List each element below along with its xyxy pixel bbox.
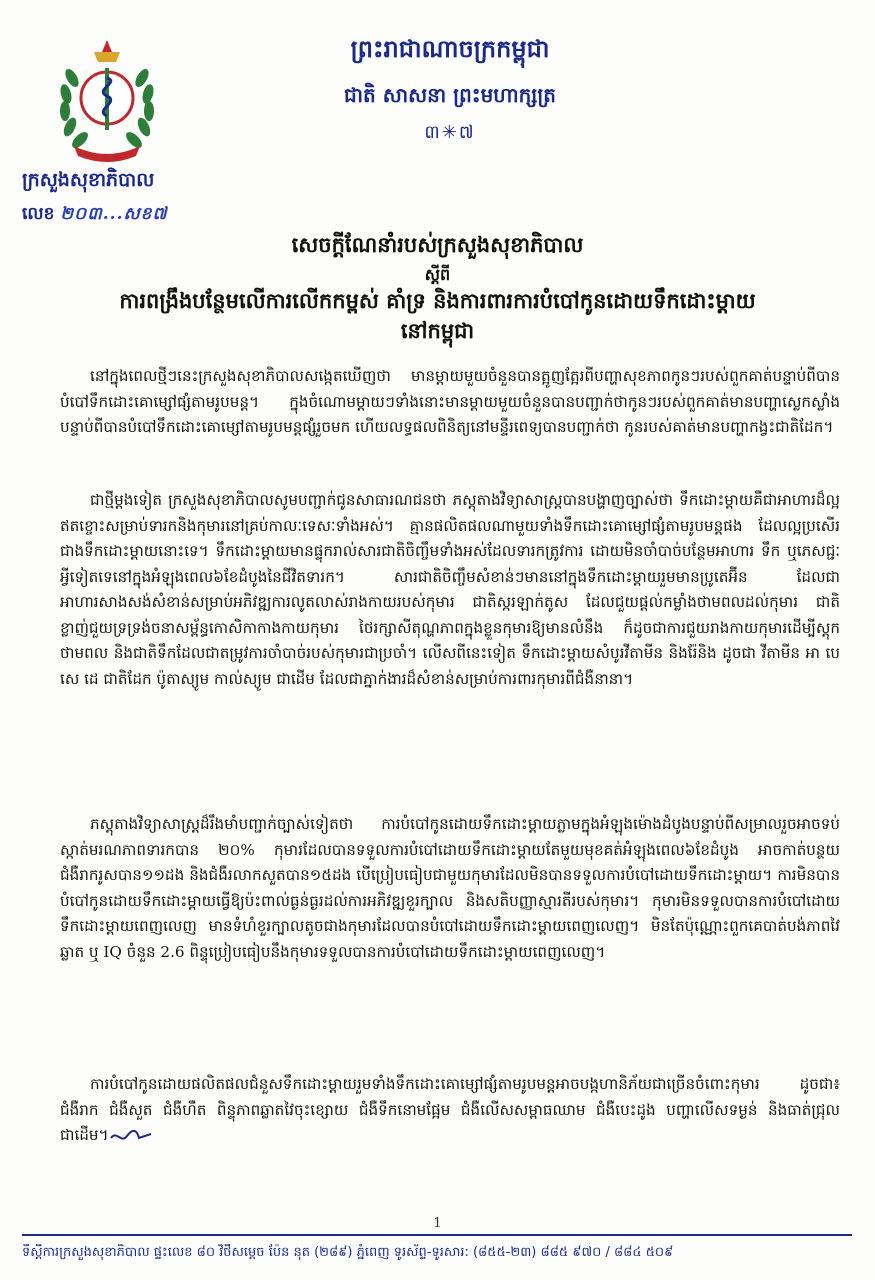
document-title-regarding: ស្តីពី [424, 265, 451, 284]
document-title: សេចក្តីណែនាំរបស់ក្រសួងសុខាភិបាល [291, 232, 584, 257]
paragraph-text: ភស្តុតាងវិទ្យាសាស្ត្រដ៏រឹងមាំបញ្ជាក់ច្បាស់ទៀតថា ការបំបៅកូនដោយទឹកដោះម្តាយភ្លាមក្នុងអំឡុងម៉ោងដំបូងបន្ទាប់ពីសម្រាលរួចអាចទប់ស្កាត់មរណភាពទារកបាន ២០% កុមារដែលបានទទួលការបំបៅដោយទឹកដោះម្តាយតែមួយមុខគត់អំឡុងពេល៦ខែដំបូង អាចកាត់បន្ថយជំងឺរាករូសបាន១១ដង និងជំងឺរលាកសួតបាន១៥ដង បើប្រៀបធៀបជាមួយកុមារដែលមិនបានទទួលការបំបៅដោយទឹកដោះម្តាយ។ ការមិនបានបំបៅកូនដោយទឹកដោះម្តាយធ្វើឱ្យប៉ះពាល់ធ្ងន់ធ្ងរដល់ការអភិវឌ្ឍខួរក្បាល និងសតិបញ្ញាស្មារតីរបស់កុមារ។ កុមារមិនទទួលបានការបំបៅដោយទឹកដោះម្តាយពេញលេញ មានទំហំខួរក្បាលតូចជាងកុមារដែលបានបំបៅដោយទឹកដោះម្តាយពេញលេញ។ មិនតែប៉ុណ្ណោះពួកគេបាត់បង់ភាពវៃឆ្លាត ឬ IQ ចំនួន 2.6 ពិន្ទុប្រៀបធៀបនឹងកុមារទទួលបានការបំបៅដោយទឹកដោះម្តាយពេញលេញ។ [60, 815, 840, 961]
footer-divider [22, 1234, 852, 1236]
initials-signature-icon [109, 1126, 153, 1146]
reference-prefix: លេខ [22, 204, 55, 224]
paragraph-1 [60, 364, 840, 441]
page-number: 1 [433, 1216, 442, 1231]
paragraph-4 [60, 1072, 840, 1149]
reference-number [22, 203, 167, 228]
paragraph-3 [60, 812, 840, 965]
paragraph-text: ជាថ្មីម្តងទៀត ក្រសួងសុខាភិបាលសូមបញ្ជាក់ជូនសាធារណជនថា ភស្តុតាងវិទ្យាសាស្ត្របានបង្ហាញច្បាស់ថា ទឹកដោះម្តាយគឺជាអាហារដ៏ល្អឥតខ្ចោះសម្រាប់ទារកនិងកុមារនៅគ្រប់កាលៈទេសៈទាំងអស់។ គ្មានផលិតផលណាមួយទាំងទឹកដោះគោម្សៅផ្សំតាមរូបមន្តផង ដែលល្អប្រសើរជាងទឹកដោះម្តាយនោះទេ។ ទឹកដោះម្តាយមានផ្ទុករាល់សារជាតិចិញ្ចឹមទាំងអស់ដែលទារកត្រូវការ ដោយមិនចាំបាច់បន្ថែមអាហារ ទឹក ឬភេសជ្ជៈ អ្វីទៀតទេនៅក្នុងអំឡុងពេល៦ខែដំបូងនៃជីវិតទារក។ សារជាតិចិញ្ចឹមសំខាន់ៗមាននៅក្នុងទឹកដោះម្តាយរួមមានប្រូតេអ៊ីន ដែលជាអាហារសាងសង់សំខាន់សម្រាប់អភិវឌ្ឍការលូតលាស់រាងកាយរបស់កុមារ ជាតិស្ករឡាក់តូស ដែលជួយផ្តល់កម្លាំងថាមពលដល់កុមារ ជាតិខ្លាញ់ជួយទ្រទ្រង់ចនាសម្ព័ន្ធកោសិកាកាងកាយកុមារ ថៃរក្សាសីតុណ្ហភាពក្នុងខ្លួនកុមារឱ្យមានលំនឹង ក៏ដូចជាការជួយរាងកាយកុមារដើម្បីស្តុកថាមពល និងជាតិទឹកដែលជាតម្រូវការចាំបាច់របស់កុមារជាប្រចាំ។ លើសពីនេះទៀត ទឹកដោះម្តាយសំបូរវីតាមីន និងរ៉ែនិង ដូចជា វីតាមីន អា បេ សេ ដេ ជាតិដែក ប៉ូតាស្យូម កាល់ស្យូម ជាដើម ដែលជាភ្នាក់ងារដ៏សំខាន់សម្រាប់ការពារកុមារពីជំងឺនានា។ [60, 491, 840, 688]
document-subject: ការពង្រឹងបន្ថែមលើការលើកកម្ពស់ គាំទ្រ និងការពារការបំបៅកូនដោយទឹកដោះម្តាយ [119, 288, 756, 313]
reference-value: ២០៣...សខ៧ [60, 204, 168, 224]
paragraph-2 [60, 488, 840, 692]
ministry-logo-icon [52, 38, 162, 166]
ornament-divider: ៣✳៧ [424, 122, 476, 143]
national-motto: ជាតិ សាសនា ព្រះមហាក្សត្រ [344, 83, 556, 107]
kingdom-title: ព្រះរាជាណាចក្រកម្ពុជា [350, 34, 550, 63]
footer-address: ទីស្តីការក្រសួងសុខាភិបាល ផ្ទះលេខ ៨០ វិថីសម្តេច ប៉ែន នុត (២៨៩) ភ្នំពេញ ទូរស័ព្ទ-ទូរសារ: (៨៥៥-២៣) ៨៨៥ ៩៧០ / ៨៨៤ ៥០៩ [22, 1245, 674, 1260]
ministry-name: ក្រសួងសុខាភិបាល [22, 169, 155, 191]
paragraph-text: នៅក្នុងពេលថ្មីៗនេះក្រសួងសុខាភិបាលសង្កេតឃើញថា មានម្តាយមួយចំនួនបានត្អូញត្អែរពីបញ្ហាសុខភាពកូនៗរបស់ពួកគាត់បន្ទាប់ពីបានបំបៅទឹកដោះគោម្សៅផ្សំតាមរូបមន្ត។ ក្នុងចំណោមម្តាយៗទាំងនោះមានម្តាយមួយចំនួនបានបញ្ជាក់ថាកូនៗរបស់ពួកគាត់មានបញ្ហាស្លេកស្លាំង បន្ទាប់ពីបានបំបៅទឹកដោះគោម្សៅតាមរូបមន្តផ្សំរួចមក ហើយលទ្ធផលពិនិត្យនៅមន្ទីរពេទ្យបានបញ្ជាក់ថា កូនរបស់គាត់មានបញ្ហាកង្វះជាតិដែក។ [60, 367, 840, 436]
document-subject-cont: នៅកម្ពុជា [400, 318, 475, 343]
paragraph-text: ការបំបៅកូនដោយផលិតផលជំនួសទឹកដោះម្តាយរួមទាំងទឹកដោះគោម្សៅផ្សំតាមរូបមន្តអាចបង្កហានិភ័យជាច្រើនចំពោះកុមារ ដូចជា៖ ជំងឺរាក ជំងឺសួត ជំងឺហឺត ពិន្ទុភាពឆ្លាតវៃចុះខ្សោយ ជំងឺទឹកនោមផ្អែម ជំងឺលើសសម្ពាធឈាម ជំងឺបេះដូង បញ្ហាលើសទម្ងន់ និងធាត់ជ្រុលជាដើម។ [60, 1075, 840, 1144]
